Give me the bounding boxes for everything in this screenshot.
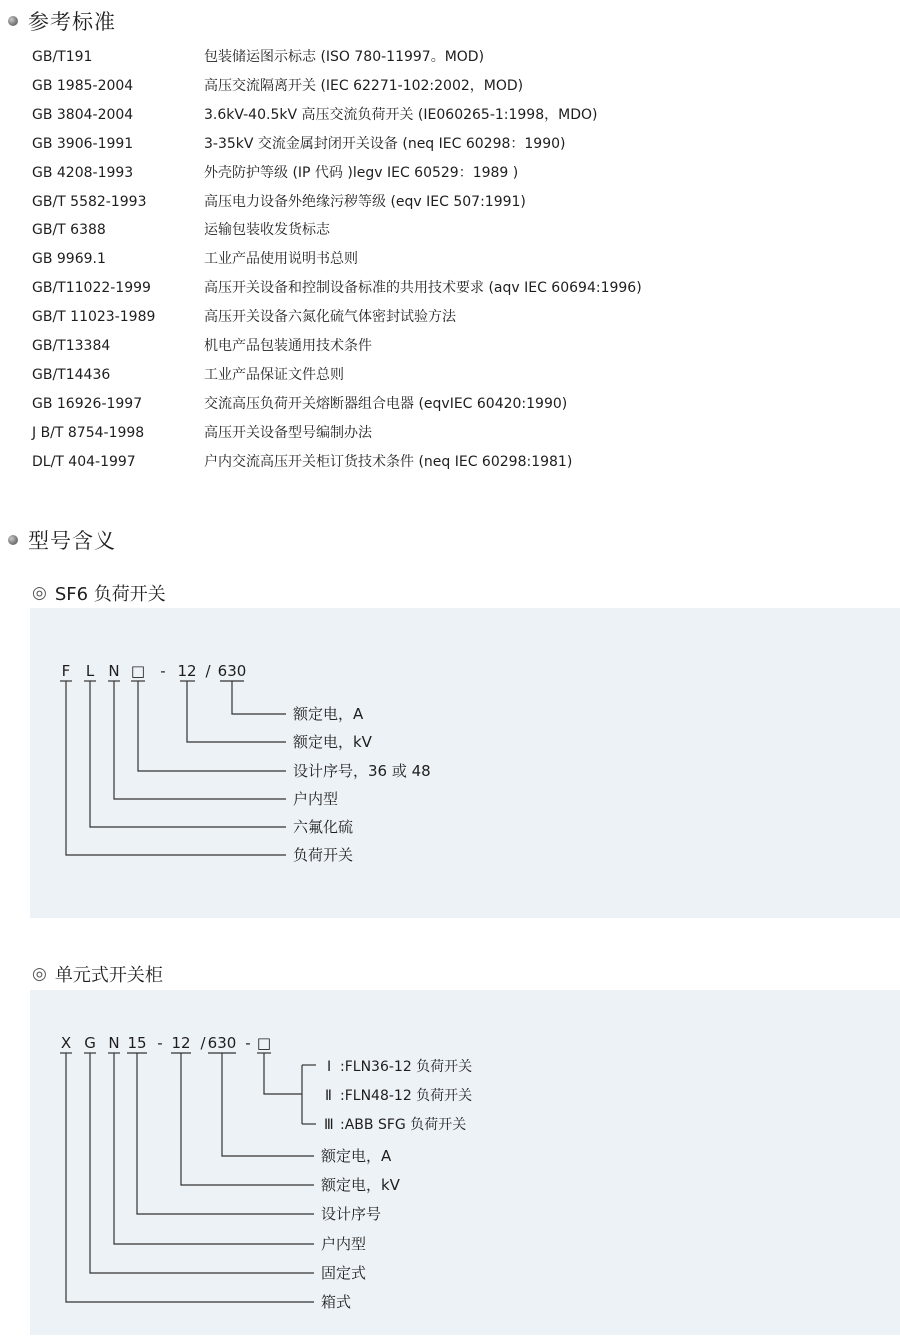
- code-char: 12: [171, 1034, 191, 1052]
- standard-desc: 高压交流隔离开关 (IEC 62271-102:2002，MOD): [204, 78, 524, 94]
- code-char: /: [200, 1034, 206, 1052]
- standards-section-header: [8, 6, 116, 36]
- option-roman: Ⅱ: [325, 1088, 332, 1104]
- option-text: :ABB SFG 负荷开关: [340, 1117, 467, 1133]
- diagram1-label: 额定电，kV: [293, 733, 372, 751]
- diagram1-panel: [30, 608, 900, 918]
- standard-code: GB 16926-1997: [32, 396, 143, 412]
- standard-desc: 高压开关设备六氮化硫气体密封试验方法: [204, 309, 456, 325]
- standard-code: GB 3804-2004: [32, 107, 134, 123]
- standard-desc: 包装储运图示标志 (ISO 780-11997。MOD): [204, 49, 485, 65]
- diagram2-label: 箱式: [321, 1293, 352, 1311]
- standard-desc: 工业产品保证文件总则: [204, 367, 344, 383]
- code-char: N: [108, 662, 120, 680]
- diagram2-label: 户内型: [321, 1235, 367, 1253]
- standard-code: GB/T 5582-1993: [32, 194, 147, 210]
- standard-desc: 高压开关设备和控制设备标准的共用技术要求 (aqv IEC 60694:1996): [204, 280, 642, 296]
- model-section-title: 型号含义: [28, 529, 116, 553]
- option-text: :FLN48-12 负荷开关: [340, 1088, 473, 1104]
- code-char: □: [130, 662, 146, 680]
- standard-code: GB/T 6388: [32, 222, 106, 238]
- standard-code: GB/T191: [32, 49, 93, 65]
- standard-code: GB 3906-1991: [32, 136, 134, 152]
- standard-code: GB 1985-2004: [32, 78, 134, 94]
- diagram1-header: [32, 580, 166, 606]
- code-char: 15: [127, 1034, 147, 1052]
- model-section-header: [8, 525, 116, 555]
- diagram1-label: 负荷开关: [293, 846, 354, 864]
- standard-desc: 运输包装收发货标志: [204, 222, 330, 238]
- double-circle-icon: ◎: [32, 583, 47, 603]
- diagram1-label: 额定电，A: [293, 705, 364, 723]
- standard-desc: 户内交流高压开关柜订货技术条件 (neq IEC 60298:1981): [204, 454, 573, 470]
- standard-code: GB/T 11023-1989: [32, 309, 156, 325]
- diagram2-label: 额定电，A: [321, 1147, 392, 1165]
- diagram2-lines: [60, 1053, 316, 1302]
- diagram1-svg: [30, 608, 900, 918]
- code-char: L: [85, 662, 95, 680]
- diagram2-svg: [30, 990, 900, 1335]
- code-char: □: [256, 1034, 272, 1052]
- diagram1-label: 户内型: [293, 790, 339, 808]
- standard-desc: 工业产品使用说明书总则: [204, 251, 358, 267]
- code-char: /: [205, 662, 211, 680]
- standard-desc: 高压开关设备型号编制办法: [204, 425, 372, 441]
- standard-code: GB 4208-1993: [32, 165, 134, 181]
- diagram2-header: [32, 961, 163, 987]
- diagram1-lines: [60, 681, 286, 855]
- standards-section-title: 参考标准: [28, 10, 116, 34]
- bullet-icon: [8, 16, 18, 26]
- bullet-icon: [8, 535, 18, 545]
- standard-desc: 机电产品包装通用技术条件: [204, 338, 372, 354]
- diagram1-label: 六氟化硫: [293, 818, 354, 836]
- code-char: -: [245, 1034, 251, 1052]
- code-char: F: [61, 662, 71, 680]
- standard-code: J B/T 8754-1998: [32, 425, 145, 441]
- code-char: N: [108, 1034, 120, 1052]
- diagram2-label: 额定电，kV: [321, 1176, 400, 1194]
- standard-desc: 3.6kV-40.5kV 高压交流负荷开关 (IE060265-1:1998，MDO): [204, 107, 598, 123]
- code-char: X: [60, 1034, 72, 1052]
- option-roman: Ⅰ: [327, 1059, 332, 1075]
- standard-desc: 交流高压负荷开关熔断器组合电器 (eqvIEC 60420:1990): [204, 396, 568, 412]
- standard-code: DL/T 404-1997: [32, 454, 136, 470]
- diagram1-title: SF6 负荷开关: [54, 584, 166, 605]
- code-char: 12: [177, 662, 197, 680]
- code-char: 630: [217, 662, 247, 680]
- standard-code: GB 9969.1: [32, 251, 106, 267]
- double-circle-icon: ◎: [32, 964, 47, 984]
- diagram2-label: 固定式: [321, 1264, 367, 1282]
- code-char: -: [160, 662, 166, 680]
- code-char: G: [84, 1034, 96, 1052]
- diagram2-label: 设计序号: [321, 1205, 382, 1223]
- standard-code: GB/T14436: [32, 367, 111, 383]
- standard-code: GB/T11022-1999: [32, 280, 151, 296]
- diagram2-panel: [30, 990, 900, 1335]
- standard-code: GB/T13384: [32, 338, 111, 354]
- standard-desc: 3-35kV 交流金属封闭开关设备 (neq IEC 60298：1990): [204, 136, 566, 152]
- diagram1-label: 设计序号，36 或 48: [293, 762, 431, 780]
- code-char: -: [157, 1034, 163, 1052]
- standard-desc: 外壳防护等级 (IP 代码 )legv IEC 60529：1989 ): [204, 165, 519, 181]
- standard-desc: 高压电力设备外绝缘污秽等级 (eqv IEC 507:1991): [204, 194, 526, 210]
- code-char: 630: [207, 1034, 237, 1052]
- option-roman: Ⅲ: [324, 1117, 334, 1133]
- diagram2-title: 单元式开关柜: [54, 965, 163, 986]
- option-text: :FLN36-12 负荷开关: [340, 1059, 473, 1075]
